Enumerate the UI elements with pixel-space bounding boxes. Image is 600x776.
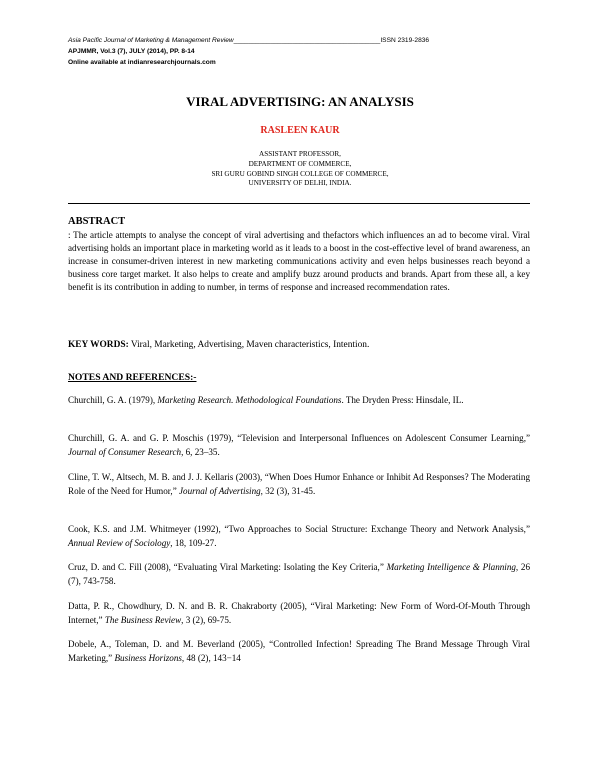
affiliation-line: ASSISTANT PROFESSOR, [259, 150, 341, 158]
keywords [68, 340, 538, 350]
references-heading: NOTES AND REFERENCES:- [68, 372, 197, 383]
affiliation-line: DEPARTMENT OF COMMERCE, [248, 159, 352, 168]
keywords-label: KEY WORDS: [68, 340, 129, 350]
reference-entry: Churchill, G. A. and G. P. Moschis (1979), “Television and Interpersonal Influences on Adolescent Consumer Learning,” Journal of Consumer Research, 6, 23–35. [68, 433, 530, 457]
reference-entry: Datta, P. R., Chowdhury, D. N. and B. R. Chakraborty (2005), “Viral Marketing: New Form of Word-Of-Mouth Through Internet,” The Business Review, 3 (2), 69-75. [68, 601, 530, 625]
issn: ISSN 2319-2836 [380, 37, 430, 44]
reference-entry: Churchill, G. A. (1979), Marketing Research. Methodological Foundations. The Dryden Press: Hinsdale, IL. [68, 395, 464, 405]
reference-entry: Cline, T. W., Altsech, M. B. and J. J. Kellaris (2003), “When Does Humor Enhance or Inhibit Ad Responses? The Moderating Role of the Need for Humor,” Journal of Advertising, 32 (3), 31-45. [68, 472, 530, 496]
reference-entry: Cook, K.S. and J.M. Whitmeyer (1992), “Two Approaches to Social Structure: Exchange Theory and Network Analysis,” Annual Review of Sociology, 18, 109-27. [68, 524, 530, 548]
journal-name: Asia Pacific Journal of Marketing & Management Review [68, 37, 234, 44]
section-divider [68, 203, 530, 204]
online-availability: Online available at indianresearchjournals.com [68, 59, 216, 66]
reference-entry: Dobele, A., Toleman, D. and M. Beverland (2005), “Controlled Infection! Spreading The Brand Message Through Viral Marketing,” Business Horizons, 48 (2), 143−14 [68, 639, 530, 663]
author-affiliation [0, 150, 600, 189]
abstract-heading: ABSTRACT [68, 216, 126, 227]
affiliation-line: UNIVERSITY OF DELHI, INDIA. [248, 179, 352, 188]
volume-info: APJMMR, Vol.3 (7), JULY (2014), PP. 8-14 [68, 48, 195, 55]
abstract-text: : The article attempts to analyse the concept of viral advertising and thefactors which influences an ad to become viral. Viral advertising holds an important place in marketing world as it leads to a boost in the cost-effective level of brand awareness, an increase in consumer-driven interest in new marketing communications activity and even helps businesses reach beyond a business core target market. It also helps to create and amplify buzz around products and brands. Apart from these all, a key benefit is its contribution in adding to number, in terms of response and increased recommendation rates. [68, 230, 530, 293]
journal-header-line [68, 36, 538, 45]
header-rule: ________________________________________ [233, 37, 381, 44]
affiliation-line: SRI GURU GOBIND SINGH COLLEGE OF COMMERCE, [211, 169, 389, 178]
paper-title: VIRAL ADVERTISING: AN ANALYSIS [186, 94, 414, 109]
author-name: RASLEEN KAUR [260, 125, 340, 136]
reference-entry: Cruz, D. and C. Fill (2008), “Evaluating Viral Marketing: Isolating the Key Criteria,” Marketing Intelligence & Planning, 26 (7), 743-758. [68, 562, 530, 586]
keywords-text: Viral, Marketing, Advertising, Maven characteristics, Intention. [130, 340, 370, 350]
